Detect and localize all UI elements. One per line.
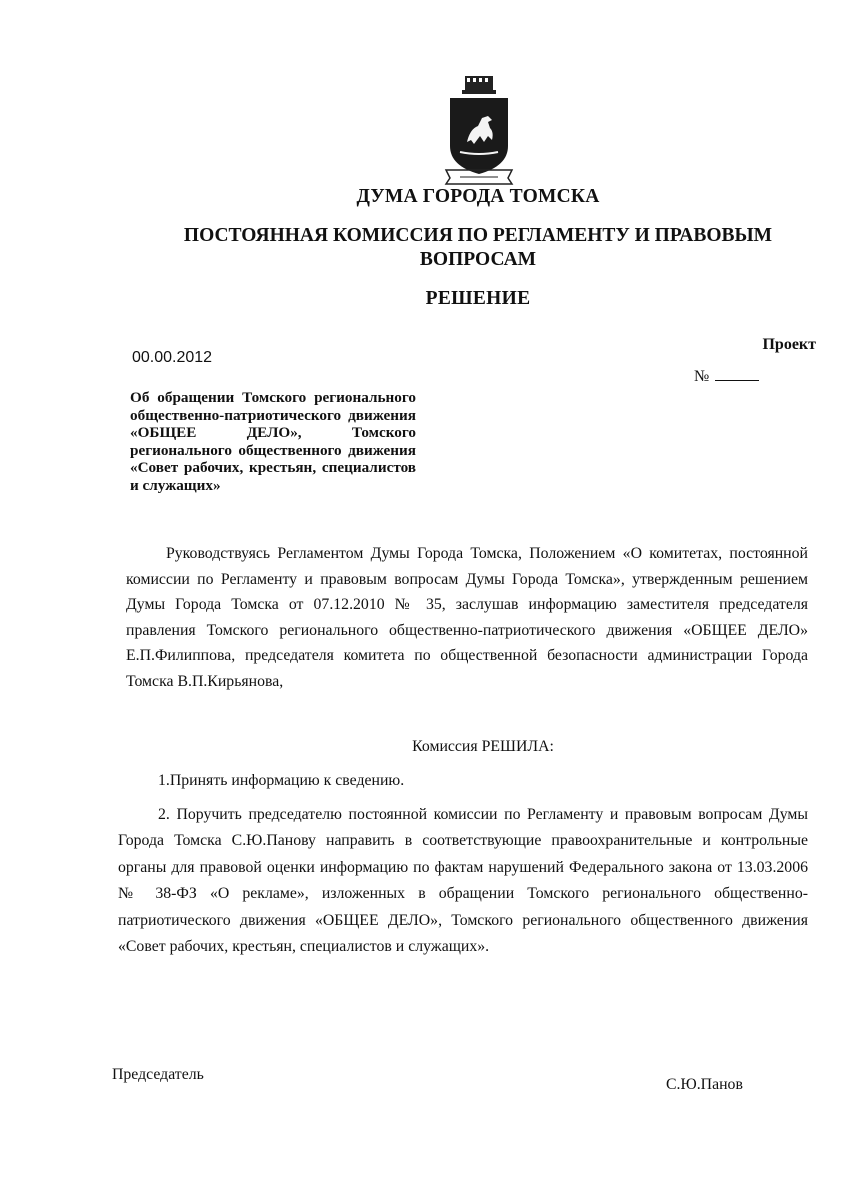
draft-label: Проект [762, 336, 816, 353]
decision-item-2: 2. Поручить председателю постоянной комиссии по Регламенту и правовым вопросам Думы Города Томска С.Ю.Панову направить в соответствующие правоохранительные и контрольные органы для правовой оценки информацию по фактам нарушений Федерального закона от 13.03.2006 № 38-ФЗ «О рекламе», изложенных в обращении Томского регионального общественно-патриотического движения «ОБЩЕЕ ДЕЛО», Томского регионального общественного движения «Совет рабочих, крестьян, специалистов и служащих». [118, 806, 808, 956]
document-type: РЕШЕНИЕ [425, 288, 531, 309]
preamble-paragraph: Руководствуясь Регламентом Думы Города Томска, Положением «О комитетах, постоянной комиссии по Регламенту и правовым вопросам Думы Города Томска», утвержденным решением Думы Города Томска от 07.12.2010 № 35, заслушав информацию заместителя председателя правления Томского регионального общественно-патриотического движения «ОБЩЕЕ ДЕЛО» Е.П.Филиппова, председателя комитета по общественной безопасности администрации Города Томска В.П.Кирьянова, [126, 545, 808, 690]
document-number [694, 366, 759, 386]
number-label: № [694, 368, 710, 385]
city-coat-of-arms-icon [440, 74, 518, 186]
resolved-heading: Комиссия РЕШИЛА: [412, 738, 554, 755]
decision-item-1: 1.Принять информацию к сведению. [158, 772, 405, 789]
document-subject: Об обращении Томского регионального общественно-патриотического движения «ОБЩЕЕ ДЕЛО», Томского регионального общественного движения «Совет рабочих, крестьян, специалистов и служащих» [130, 389, 416, 494]
signatory-name: С.Ю.Панов [666, 1076, 743, 1093]
commission-title: ПОСТОЯННАЯ КОМИССИЯ ПО РЕГЛАМЕНТУ И ПРАВОВЫМ ВОПРОСАМ [183, 225, 773, 270]
number-blank [715, 366, 759, 381]
document-date: 00.00.2012 [132, 349, 213, 366]
signatory-title: Председатель [112, 1066, 204, 1083]
page-title: ДУМА ГОРОДА ТОМСКА [356, 186, 600, 207]
